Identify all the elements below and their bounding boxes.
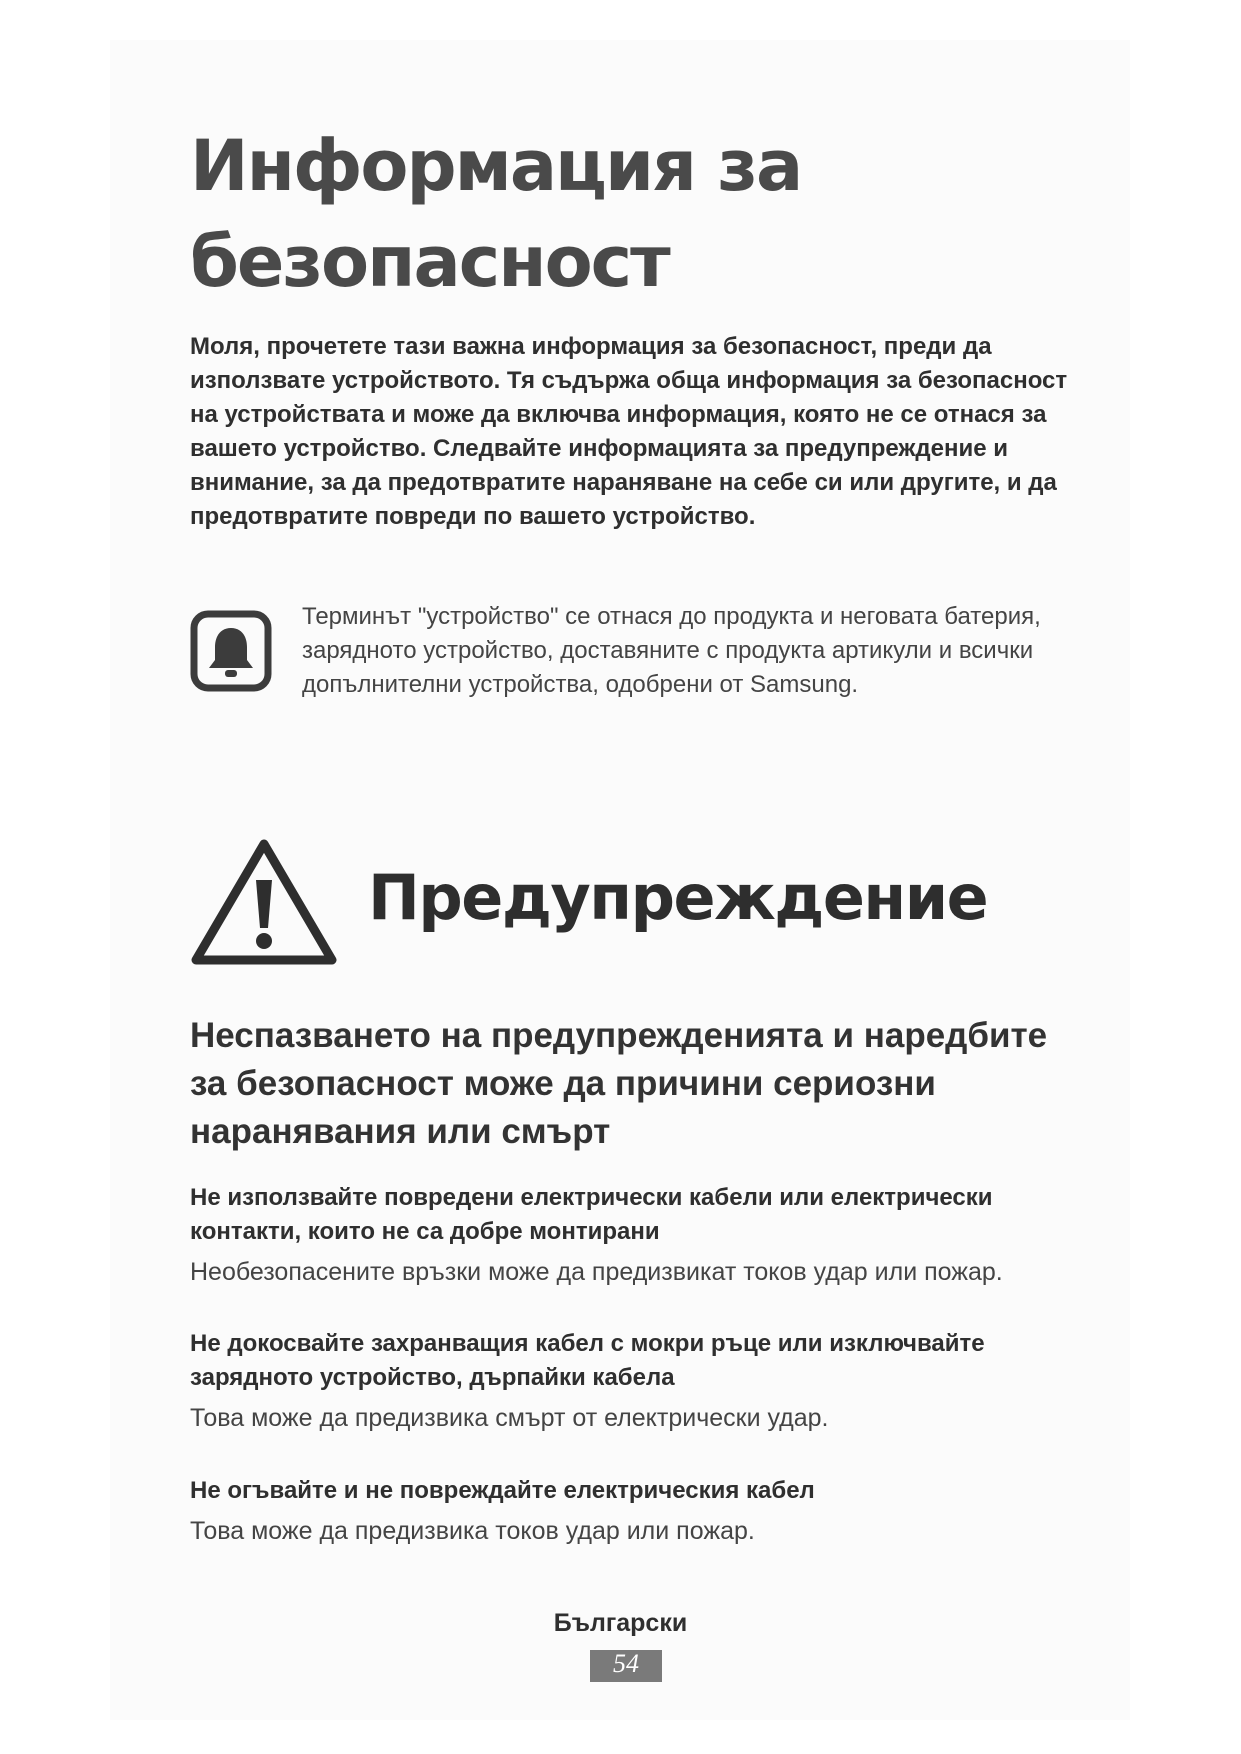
note-block xyxy=(190,600,1070,740)
warning-block xyxy=(190,836,1070,976)
warning-item-title: Не докосвайте захранващия кабел с мокри ръце или изключвайте зарядното устройство, дърпайки кабела xyxy=(190,1330,985,1391)
note-text: Терминът "устройство" се отнася до продукта и неговата батерия, зарядното устройство, доставяните с продукта артикули и всички допълнителни устройства, одобрени от Samsung. xyxy=(302,603,1041,698)
warning-item-title: Не огъвайте и не повреждайте електрическия кабел xyxy=(190,1477,815,1504)
intro-paragraph: Моля, прочетете тази важна информация за безопасност, преди да използвате устройството. Тя съдържа обща информация за безопасност на устройствата и може да включва информация, която не се отнася за вашето устройство. Следвайте информацията за предупреждение и внимание, за да предотвратите нараняване на себе си или другите, и да предотвратите повреди по вашето устройство. xyxy=(190,333,1068,530)
page-title: Информация за безопасност xyxy=(190,125,802,303)
page-number: 54 xyxy=(590,1650,662,1682)
warning-item-title: Не използвайте повредени електрически кабели или електрически контакти, които не са добре монтирани xyxy=(190,1184,993,1245)
notice-bell-icon xyxy=(190,610,272,692)
warning-title: Предупреждение xyxy=(368,861,988,934)
warning-item xyxy=(190,1181,1070,1289)
warning-item xyxy=(190,1474,1070,1548)
warning-item-text: Необезопасените връзки може да предизвикат токов удар или пожар. xyxy=(190,1258,1003,1286)
warning-item xyxy=(190,1327,1070,1435)
footer-language: Български xyxy=(553,1609,688,1637)
section-heading: Неспазването на предупрежденията и наредбите за безопасност може да причини сериозни наранявания или смърт xyxy=(190,1016,1048,1151)
warning-item-text: Това може да предизвика токов удар или пожар. xyxy=(190,1517,755,1545)
warning-item-text: Това може да предизвика смърт от електрически удар. xyxy=(190,1404,829,1432)
warning-triangle-icon xyxy=(190,836,338,968)
